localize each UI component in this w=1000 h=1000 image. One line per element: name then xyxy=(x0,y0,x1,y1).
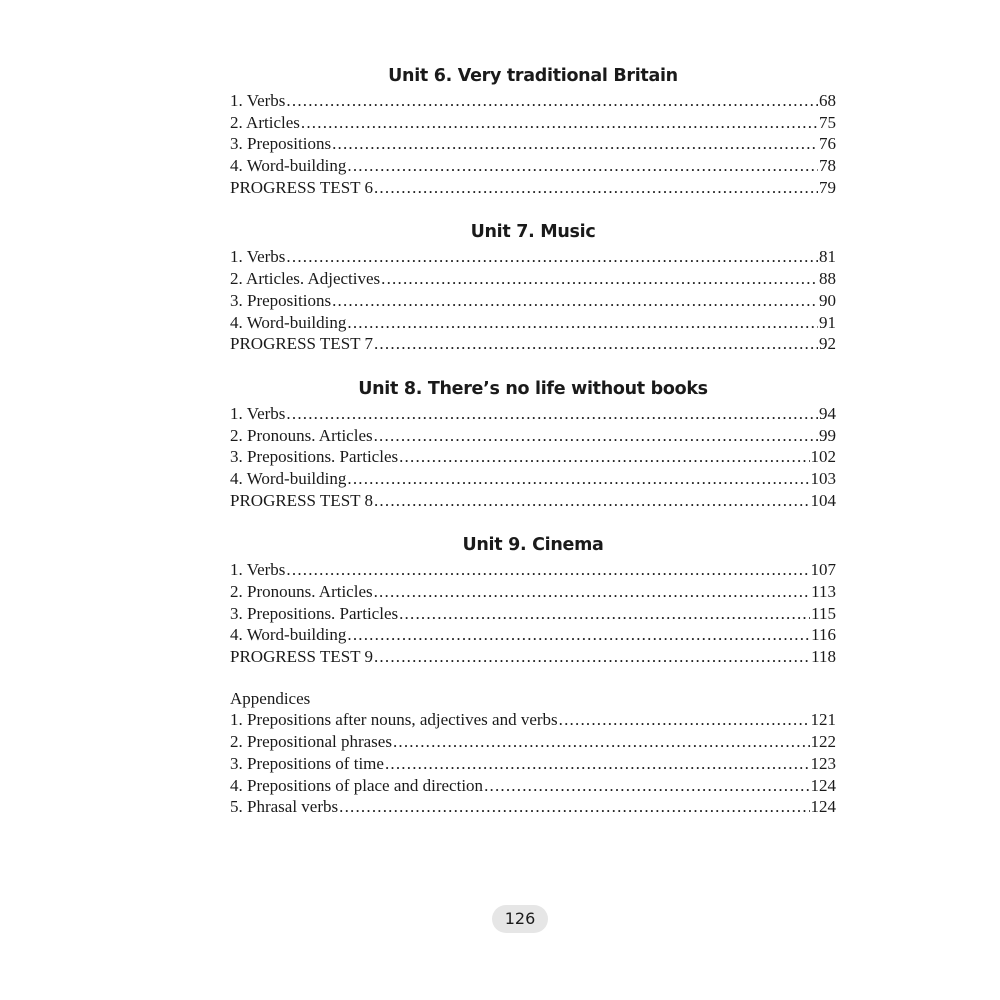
dot-leader xyxy=(559,709,810,731)
entry-page: 116 xyxy=(811,625,836,645)
dot-leader xyxy=(347,468,809,490)
entry-page: 121 xyxy=(810,710,836,730)
dot-leader xyxy=(385,753,810,775)
toc-entry xyxy=(230,709,836,731)
dot-leader xyxy=(374,581,811,603)
entry-label: 4. Word-building xyxy=(230,625,347,645)
toc-entry xyxy=(230,90,836,112)
dot-leader xyxy=(374,177,818,199)
toc-entry xyxy=(230,155,836,177)
entry-label: 2. Articles. Adjectives xyxy=(230,269,381,289)
toc-entry xyxy=(230,268,836,290)
entry-label: PROGRESS TEST 7 xyxy=(230,334,373,354)
toc-entry xyxy=(230,246,836,268)
toc-entry xyxy=(230,559,836,581)
entry-page: 92 xyxy=(819,334,836,354)
entry-label: 2. Pronouns. Articles xyxy=(230,425,373,445)
entry-label: 3. Prepositions xyxy=(230,134,332,154)
dot-leader xyxy=(286,246,818,268)
dot-leader xyxy=(339,796,809,818)
entry-page: 113 xyxy=(811,582,836,601)
toc-entry xyxy=(230,581,836,603)
unit-title: Unit 6. Very traditional Britain xyxy=(388,66,678,86)
entry-label: 1. Verbs xyxy=(230,403,286,423)
unit-7-section xyxy=(230,218,836,354)
toc-entry xyxy=(230,796,836,818)
entry-label: 3. Prepositions. Particles xyxy=(230,603,399,623)
dot-leader xyxy=(399,446,809,468)
entry-label: PROGRESS TEST 8 xyxy=(230,490,373,510)
entry-label: 4. Prepositions of place and direction xyxy=(230,775,484,795)
entry-page: 76 xyxy=(819,134,836,154)
entry-page: 122 xyxy=(810,732,836,752)
page-number: 126 xyxy=(492,905,548,933)
entry-page: 124 xyxy=(810,797,836,817)
entry-page: 102 xyxy=(810,447,836,467)
dot-leader xyxy=(347,155,818,177)
entry-page: 123 xyxy=(810,753,836,773)
dot-leader xyxy=(374,333,818,355)
appendices-section xyxy=(230,688,836,818)
entry-label: 3. Prepositions xyxy=(230,290,332,310)
toc-entry xyxy=(230,775,836,797)
dot-leader xyxy=(286,559,809,581)
entry-label: 2. Pronouns. Articles xyxy=(230,582,373,601)
entry-page: 103 xyxy=(810,468,836,488)
entry-label: 4. Word-building xyxy=(230,312,347,332)
entry-page: 104 xyxy=(810,490,836,510)
toc-entry xyxy=(230,177,836,199)
unit-title: Unit 8. There’s no life without books xyxy=(358,378,708,399)
toc-entry xyxy=(230,403,836,425)
entry-page: 124 xyxy=(810,775,836,795)
entry-label: 1. Prepositions after nouns, adjectives and verbs xyxy=(230,710,558,730)
entry-page: 79 xyxy=(819,177,836,197)
entry-label: 1. Verbs xyxy=(230,247,286,267)
toc-entry xyxy=(230,333,836,355)
toc-entry xyxy=(230,753,836,775)
entry-page: 68 xyxy=(819,91,836,110)
dot-leader xyxy=(399,603,810,625)
toc-entry xyxy=(230,290,836,312)
toc-entry xyxy=(230,490,836,512)
entry-page: 115 xyxy=(811,603,836,623)
toc-entry xyxy=(230,133,836,155)
unit-title: Unit 9. Cinema xyxy=(462,535,604,556)
unit-9-section xyxy=(230,531,836,667)
entry-page: 99 xyxy=(819,425,836,445)
entry-label: 4. Word-building xyxy=(230,156,347,176)
toc-entry xyxy=(230,468,836,490)
entry-label: 1. Verbs xyxy=(230,91,286,110)
entry-page: 118 xyxy=(811,647,836,667)
unit-8-section xyxy=(230,375,836,511)
dot-leader xyxy=(286,403,818,425)
dot-leader xyxy=(381,268,818,290)
entry-page: 78 xyxy=(819,156,836,176)
entry-page: 75 xyxy=(819,112,836,132)
unit-6-section xyxy=(230,62,836,198)
dot-leader xyxy=(374,646,810,668)
entry-page: 107 xyxy=(810,560,836,580)
entry-label: PROGRESS TEST 9 xyxy=(230,647,373,667)
toc-entry xyxy=(230,624,836,646)
entry-page: 91 xyxy=(819,312,836,332)
entry-label: 2. Prepositional phrases xyxy=(230,732,392,752)
dot-leader xyxy=(374,490,810,512)
entry-label: 3. Prepositions of time xyxy=(230,753,384,773)
toc-entry xyxy=(230,112,836,134)
toc-entry xyxy=(230,731,836,753)
entry-label: 1. Verbs xyxy=(230,560,286,580)
toc-entry xyxy=(230,425,836,447)
dot-leader xyxy=(374,425,818,447)
dot-leader xyxy=(484,775,809,797)
entry-label: 2. Articles xyxy=(230,112,300,132)
dot-leader xyxy=(347,624,810,646)
entry-page: 88 xyxy=(819,269,836,289)
entry-page: 81 xyxy=(819,247,836,267)
entry-label: 5. Phrasal verbs xyxy=(230,797,339,817)
entry-label: 3. Prepositions. Particles xyxy=(230,447,399,467)
dot-leader xyxy=(286,90,818,112)
toc-entry xyxy=(230,312,836,334)
dot-leader xyxy=(332,290,818,312)
entry-page: 90 xyxy=(819,290,836,310)
entry-label: PROGRESS TEST 6 xyxy=(230,177,373,197)
appendices-heading: Appendices xyxy=(230,688,311,708)
entry-page: 94 xyxy=(819,403,836,423)
dot-leader xyxy=(393,731,810,753)
toc-entry xyxy=(230,603,836,625)
toc-entry xyxy=(230,646,836,668)
table-of-contents xyxy=(230,62,836,818)
dot-leader xyxy=(332,133,818,155)
entry-label: 4. Word-building xyxy=(230,468,347,488)
toc-entry xyxy=(230,446,836,468)
dot-leader xyxy=(301,112,818,134)
dot-leader xyxy=(347,312,818,334)
unit-title: Unit 7. Music xyxy=(470,222,596,243)
